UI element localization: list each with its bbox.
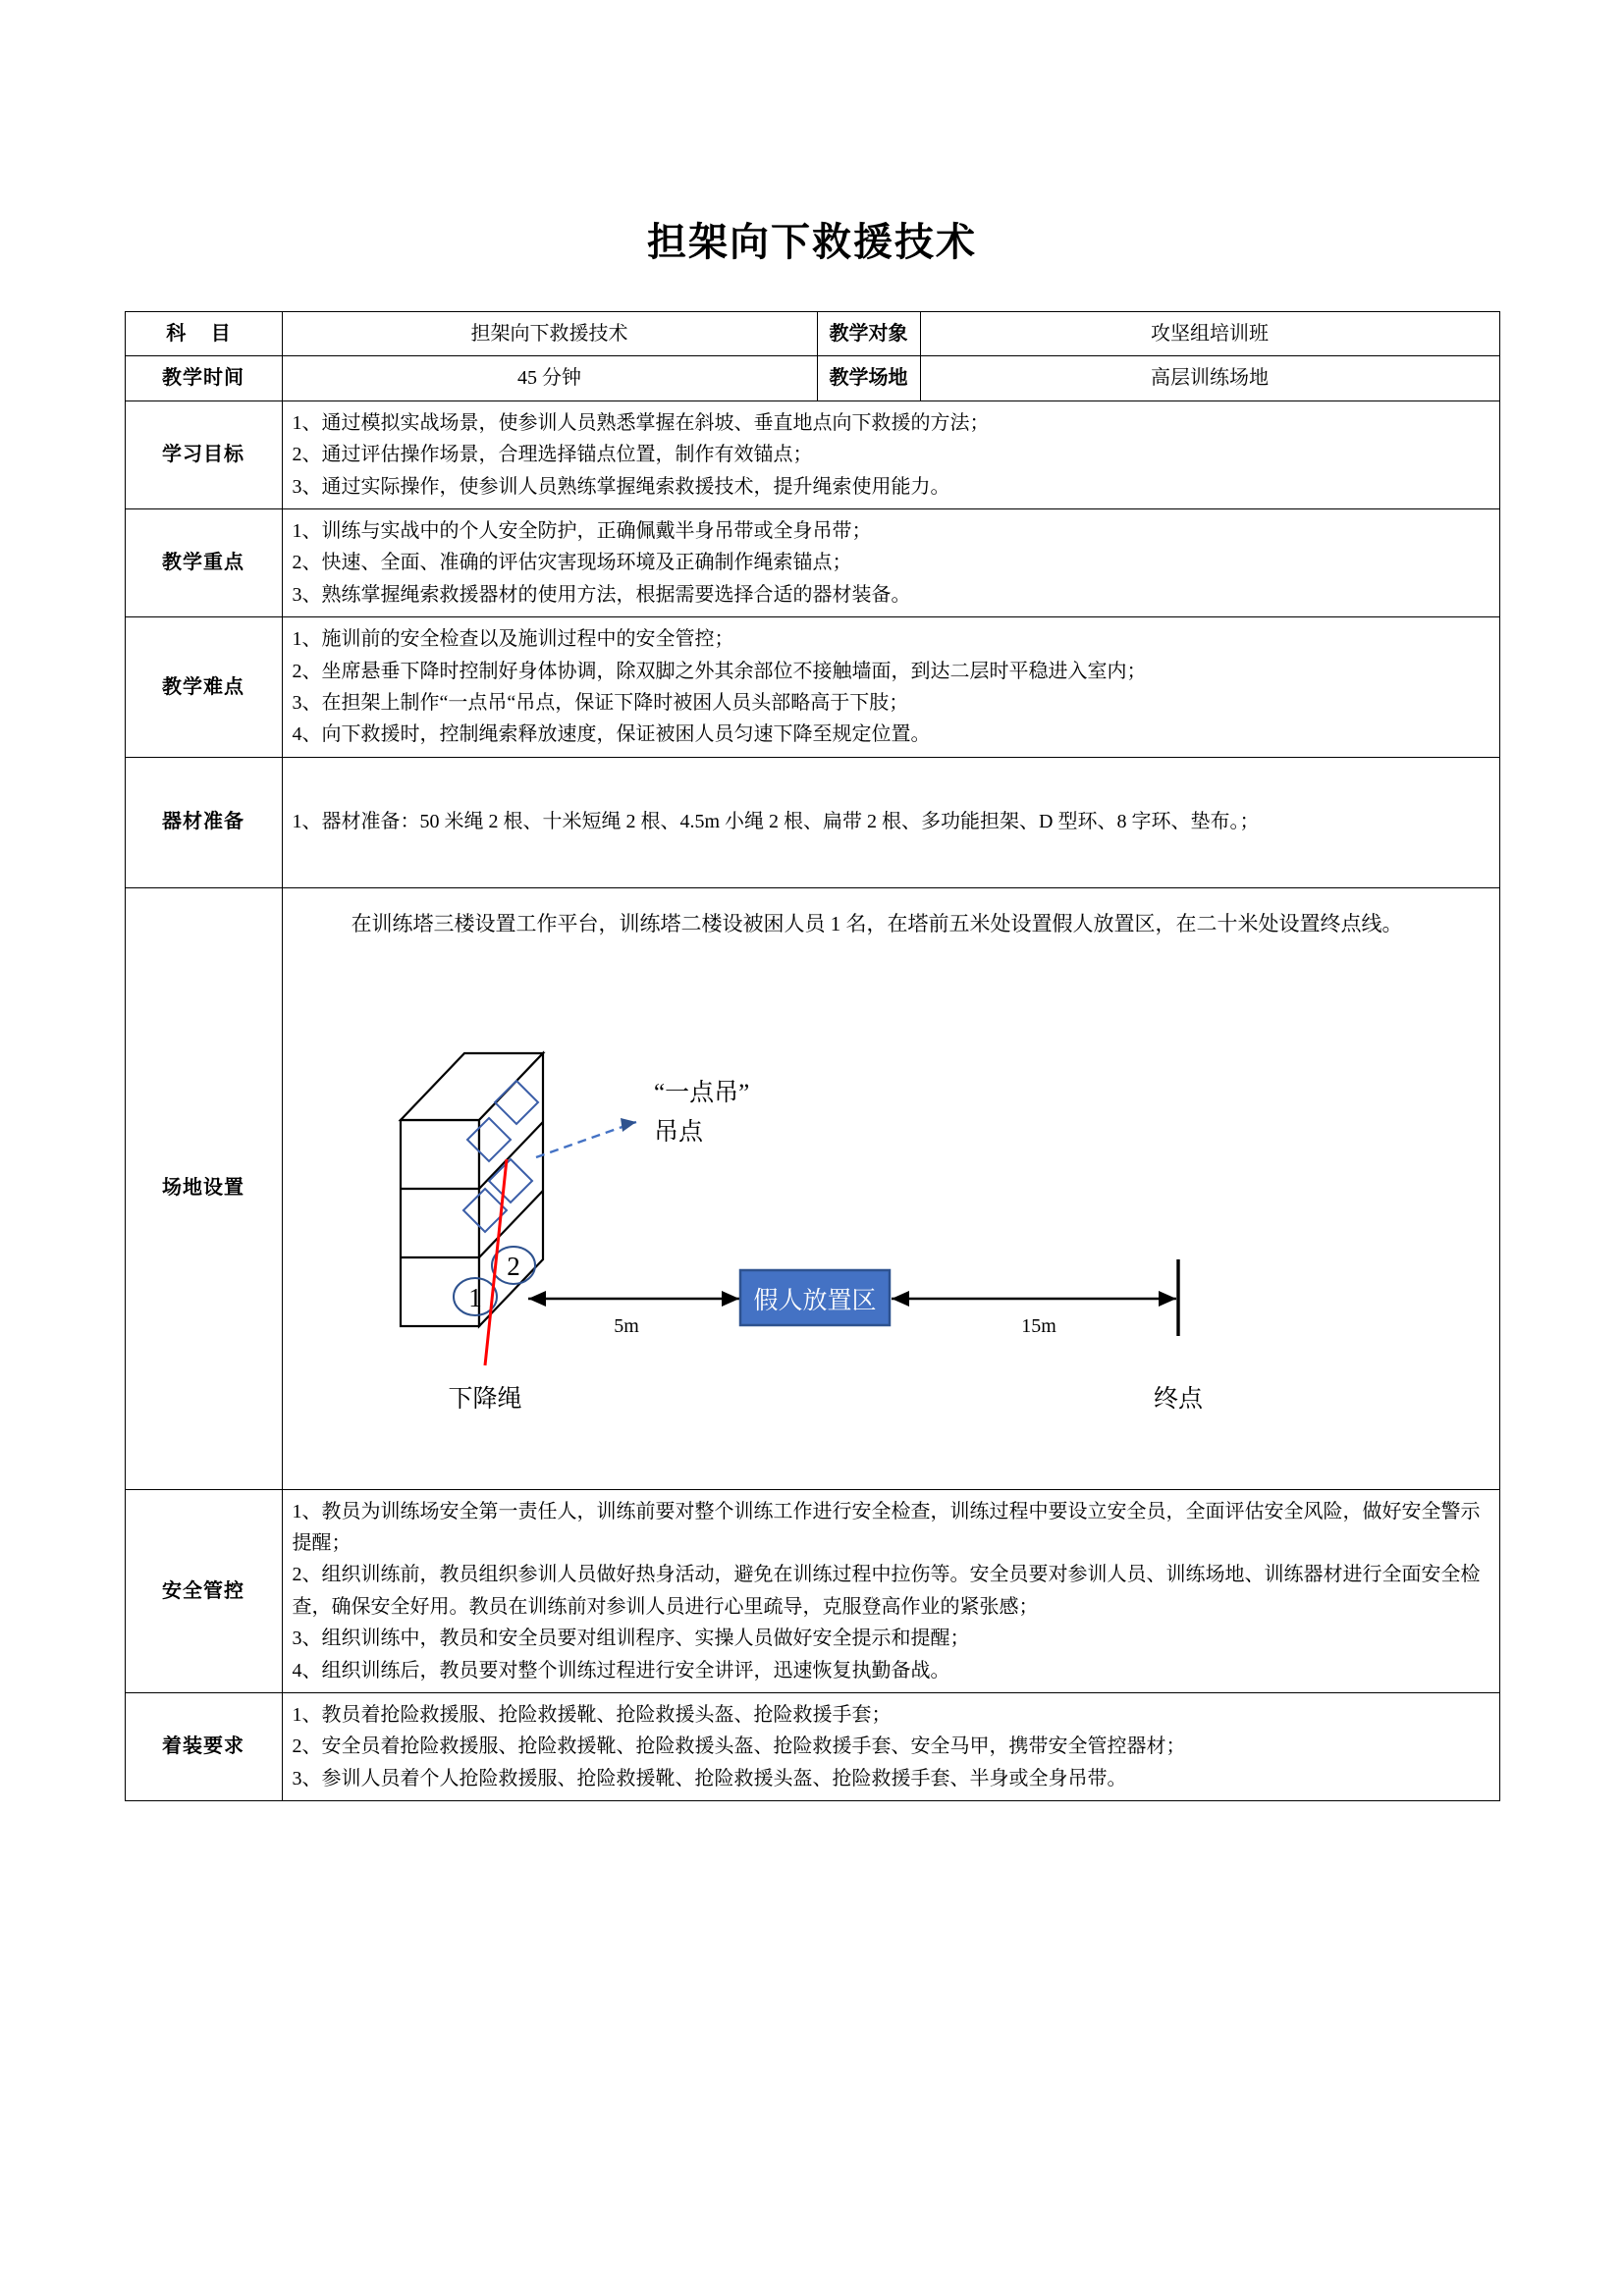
list-item: 2、组织训练前，教员组织参训人员做好热身活动，避免在训练过程中拉伤等。安全员要对参训人员、训练场地、训练器材进行全面安全检查，确保安全好用。教员在训练前对参训人员进行心里疏导，克服登高作业的紧张感； (292, 1564, 1481, 1618)
table-row-time (125, 356, 1499, 400)
page-title: 担架向下救援技术 (647, 221, 977, 264)
list-item: 3、在担架上制作“一点吊“吊点，保证下降时被困人员头部略高于下肢； (292, 691, 909, 714)
table-row-site (125, 887, 1499, 1489)
list-item: 1、训练与实战中的个人安全防护，正确佩戴半身吊带或全身吊带； (292, 519, 872, 542)
dummy-zone-label: 假人放置区 (752, 1287, 877, 1314)
row-label-equipment: 器材准备 (125, 757, 282, 887)
row-label-keypoints: 教学重点 (125, 508, 282, 616)
row-value-objectives (282, 400, 1499, 508)
table-row-objectives (125, 400, 1499, 508)
lesson-plan-table (125, 311, 1500, 1801)
row-value-venue: 高层训练场地 (920, 356, 1499, 400)
anchor-callout-line1: “一点吊” (653, 1079, 749, 1106)
row-label-objectives: 学习目标 (125, 400, 282, 508)
list-item: 3、熟练掌握绳索救援器材的使用方法，根据需要选择合适的器材装备。 (292, 583, 911, 606)
table-row-keypoints (125, 508, 1499, 616)
list-item: 4、向下救援时，控制绳索释放速度，保证被困人员匀速下降至规定位置。 (292, 723, 931, 746)
row-label-site: 场地设置 (125, 887, 282, 1489)
table-row-safety (125, 1489, 1499, 1692)
table-row-difficulties (125, 617, 1499, 758)
list-item: 3、组织训练中，教员和安全员要对组训程序、实操人员做好安全提示和提醒； (292, 1628, 970, 1650)
list-item: 3、参训人员着个人抢险救援服、抢险救援靴、抢险救援头盔、抢险救援手套、半身或全身吊带。 (292, 1767, 1127, 1789)
list-item: 3、通过实际操作，使参训人员熟练掌握绳索救援技术，提升绳索使用能力。 (292, 475, 950, 498)
row-label-venue: 教学场地 (817, 356, 920, 400)
row-value-keypoints (282, 508, 1499, 616)
distance-5m-label: 5m (613, 1314, 639, 1337)
list-item: 1、通过模拟实战场景，使参训人员熟悉掌握在斜坡、垂直地点向下救援的方法； (292, 411, 990, 434)
list-item: 1、教员着抢险救援服、抢险救援靴、抢险救援头盔、抢险救援手套； (292, 1704, 892, 1727)
row-label-dress: 着装要求 (125, 1693, 282, 1801)
floor-marker-1-label: 1 (467, 1282, 482, 1312)
list-item: 2、通过评估操作场景，合理选择锚点位置，制作有效锚点； (292, 444, 813, 466)
row-value-difficulties (282, 617, 1499, 758)
table-row-dress (125, 1693, 1499, 1801)
finish-label: 终点 (1153, 1385, 1203, 1413)
floor-marker-2-label: 2 (506, 1251, 520, 1281)
distance-15m-label: 15m (1020, 1314, 1056, 1337)
anchor-callout-line2: 吊点 (653, 1118, 703, 1146)
row-value-safety (282, 1489, 1499, 1692)
site-layout-diagram (293, 1041, 1510, 1464)
list-item: 1、施训前的安全检查以及施训过程中的安全管控； (292, 628, 734, 651)
row-label-difficulties: 教学难点 (125, 617, 282, 758)
site-setup-description: 在训练塔三楼设置工作平台，训练塔二楼设被困人员 1 名，在塔前五米处设置假人放置区，在二十米处设置终点线。 (351, 911, 1403, 935)
anchor-callout-arrow-icon (536, 1118, 636, 1157)
row-label-audience: 教学对象 (817, 312, 920, 356)
row-value-equipment (282, 757, 1499, 887)
row-value-dress (282, 1693, 1499, 1801)
table-row-equipment (125, 757, 1499, 887)
row-value-time: 45 分钟 (282, 356, 817, 400)
list-item: 1、器材准备：50 米绳 2 根、十米短绳 2 根、4.5m 小绳 2 根、扁带 2 根、多功能担架、D 型环、8 字环、垫布。； (292, 811, 1260, 833)
row-value-subject: 担架向下救援技术 (282, 312, 817, 356)
row-value-site (282, 887, 1499, 1489)
list-item: 2、坐席悬垂下降时控制好身体协调，除双脚之外其余部位不接触墙面，到达二层时平稳进入室内； (292, 660, 1147, 682)
list-item: 4、组织训练后，教员要对整个训练过程进行安全讲评，迅速恢复执勤备战。 (292, 1659, 950, 1682)
row-label-subject: 科 目 (125, 312, 282, 356)
row-label-safety: 安全管控 (125, 1489, 282, 1692)
row-label-time: 教学时间 (125, 356, 282, 400)
list-item: 1、教员为训练场安全第一责任人，训练前要对整个训练工作进行安全检查，训练过程中要设立安全员，全面评估安全风险，做好安全警示提醒； (292, 1500, 1481, 1555)
descent-rope-label: 下降绳 (447, 1385, 522, 1413)
row-value-audience: 攻坚组培训班 (920, 312, 1499, 356)
list-item: 2、快速、全面、准确的评估灾害现场环境及正确制作绳索锚点； (292, 552, 852, 574)
list-item: 2、安全员着抢险救援服、抢险救援靴、抢险救援头盔、抢险救援手套、安全马甲，携带安全管控器材； (292, 1735, 1186, 1758)
table-row-subject (125, 312, 1499, 356)
